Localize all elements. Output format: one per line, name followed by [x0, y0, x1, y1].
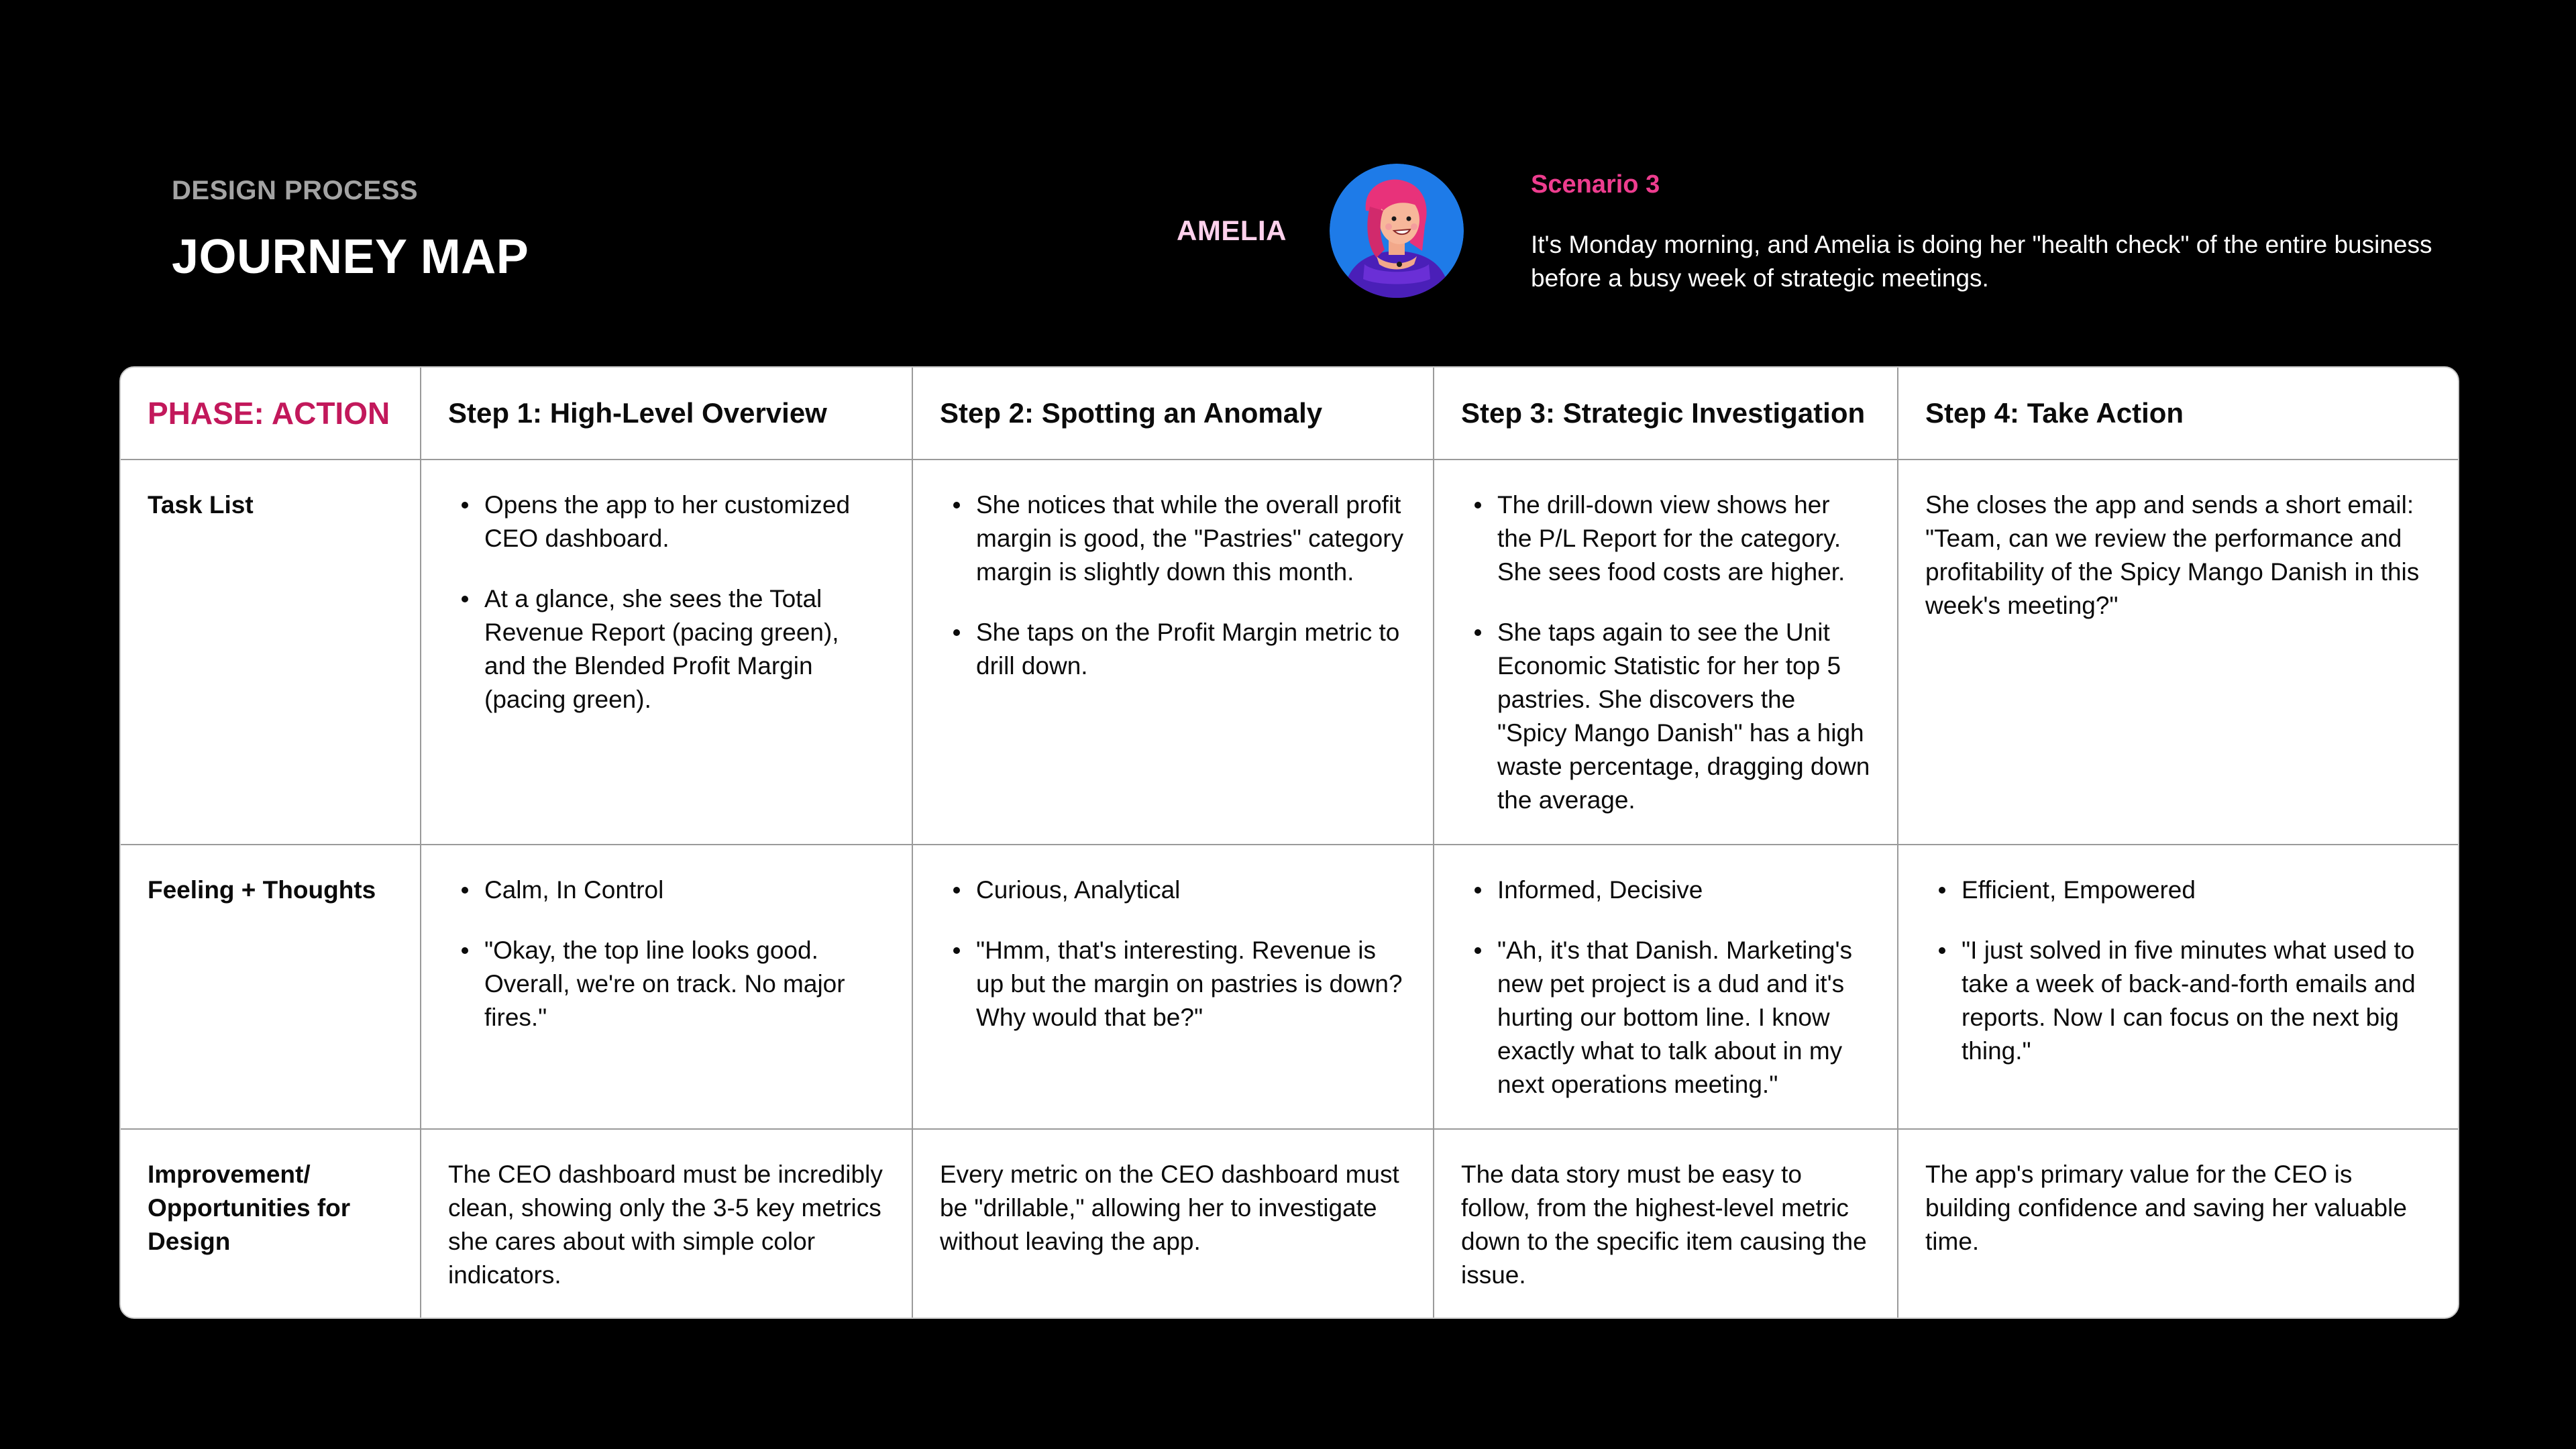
list-item: Curious, Analytical — [976, 873, 1406, 907]
persona-avatar-icon — [1330, 164, 1464, 298]
improvement-row — [121, 1130, 2458, 1318]
list-item: Calm, In Control — [484, 873, 885, 907]
scenario-label: Scenario 3 — [1531, 170, 1660, 199]
task-list-row — [121, 460, 2458, 845]
task-cell-step-2 — [913, 460, 1434, 845]
task-list-label: Task List — [121, 460, 421, 845]
list-item: Opens the app to her customized CEO dashboard. — [484, 488, 885, 555]
feeling-cell-step-4 — [1898, 845, 2458, 1130]
feeling-cell-step-3 — [1434, 845, 1898, 1130]
feelings-row — [121, 845, 2458, 1130]
list-item: She taps again to see the Unit Economic Statistic for her top 5 pastries. She discovers the "Spicy Mango Danish" has a high waste percentage, dragging down the average. — [1497, 616, 1870, 817]
improvement-cell-step-2: Every metric on the CEO dashboard must be "drillable," allowing her to investigate without leaving the app. — [913, 1130, 1434, 1318]
improvement-cell-step-1: The CEO dashboard must be incredibly clean, showing only the 3-5 key metrics she cares about with simple color indicators. — [421, 1130, 913, 1318]
list-item: "Ah, it's that Danish. Marketing's new pet project is a dud and it's hurting our bottom line. I know exactly what to talk about in my next operations meeting." — [1497, 934, 1870, 1102]
section-eyebrow: DESIGN PROCESS — [172, 176, 419, 205]
list-item: She taps on the Profit Margin metric to drill down. — [976, 616, 1406, 683]
list-item: Efficient, Empowered — [1962, 873, 2431, 907]
step-2-header: Step 2: Spotting an Anomaly — [913, 368, 1434, 460]
feeling-cell-step-2 — [913, 845, 1434, 1130]
page-title: JOURNEY MAP — [172, 230, 529, 284]
feeling-cell-step-1 — [421, 845, 913, 1130]
list-item: "Hmm, that's interesting. Revenue is up but the margin on pastries is down? Why would that be?" — [976, 934, 1406, 1034]
table-header-row — [121, 368, 2458, 460]
list-item: "I just solved in five minutes what used to take a week of back-and-forth emails and reports. Now I can focus on the next big thing." — [1962, 934, 2431, 1068]
list-item: Informed, Decisive — [1497, 873, 1870, 907]
scenario-description: It's Monday morning, and Amelia is doing her "health check" of the entire business before a busy week of strategic meetings. — [1531, 231, 2432, 292]
step-4-header: Step 4: Take Action — [1898, 368, 2458, 460]
phase-header: PHASE: ACTION — [121, 368, 421, 460]
improvement-label: Improvement/ Opportunities for Design — [121, 1130, 421, 1318]
feelings-label: Feeling + Thoughts — [121, 845, 421, 1130]
task-cell-step-4: She closes the app and sends a short email: "Team, can we review the performance and profitability of the Spicy Mango Danish in this week's meeting?" — [1898, 460, 2458, 845]
step-3-header: Step 3: Strategic Investigation — [1434, 368, 1898, 460]
list-item: She notices that while the overall profit margin is good, the "Pastries" category margin is slightly down this month. — [976, 488, 1406, 589]
persona-name: AMELIA — [1177, 215, 1287, 246]
journey-map-table — [119, 366, 2459, 1319]
task-cell-step-3 — [1434, 460, 1898, 845]
list-item: At a glance, she sees the Total Revenue Report (pacing green), and the Blended Profit Margin (pacing green). — [484, 582, 885, 716]
step-1-header: Step 1: High-Level Overview — [421, 368, 913, 460]
improvement-cell-step-4: The app's primary value for the CEO is building confidence and saving her valuable time. — [1925, 1161, 2407, 1255]
list-item: The drill-down view shows her the P/L Report for the category. She sees food costs are higher. — [1497, 488, 1870, 589]
list-item: "Okay, the top line looks good. Overall, we're on track. No major fires." — [484, 934, 885, 1034]
task-cell-step-1 — [421, 460, 913, 845]
improvement-cell-step-3: The data story must be easy to follow, from the highest-level metric down to the specific item causing the issue. — [1434, 1130, 1898, 1318]
